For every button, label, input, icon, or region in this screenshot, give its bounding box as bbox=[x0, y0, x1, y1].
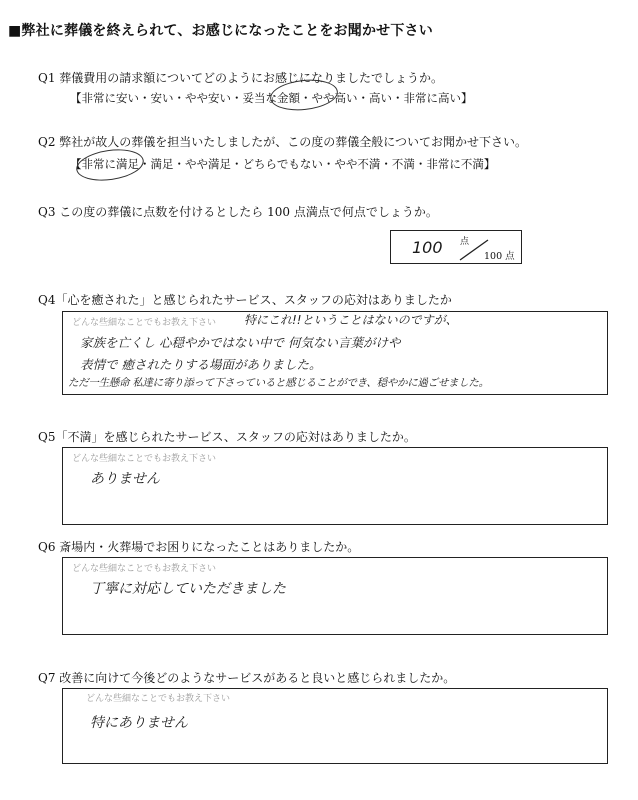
q4-answer-line: 特にこれ!!ということはないのですが、 bbox=[244, 313, 458, 327]
q7-question: Q7 改善に向けて今後どのようなサービスがあると良いと感じられましたか。 bbox=[38, 671, 456, 685]
q7-answer: 特にありません bbox=[90, 715, 188, 731]
q2-options[interactable]: 【非常に満足・満足・やや満足・どちらでもない・やや不満・不満・非常に不満】 bbox=[70, 157, 496, 171]
score-value: 100 bbox=[412, 238, 443, 257]
q4-answer-line: 家族を亡くし 心穏やかではない中で 何気ない言葉がけや bbox=[80, 335, 401, 350]
q4-question: Q4「心を癒された」と感じられたサービス、スタッフの応対はありましたか bbox=[38, 293, 452, 307]
q5-hint: どんな些細なことでもお教え下さい bbox=[72, 454, 217, 464]
q1-options[interactable]: 【非常に安い・安い・やや安い・妥当な金額・やや高い・高い・非常に高い】 bbox=[70, 91, 473, 105]
form-title: ■弊社に葬儀を終えられて、お感じになったことをお聞かせ下さい bbox=[8, 23, 433, 39]
q2-question: Q2 弊社が故人の葬儀を担当いたしましたが、この度の葬儀全般についてお聞かせ下さい。 bbox=[38, 135, 528, 149]
q6-question: Q6 斎場内・火葬場でお困りになったことはありましたか。 bbox=[38, 540, 360, 554]
q4-answer-line: 表情で 癒されたりする場面がありました。 bbox=[80, 357, 322, 372]
score-max: 100 点 bbox=[484, 251, 515, 262]
q4-answer-line: ただ一生懸命 私達に寄り添って下さっていると感じることができ、穏やかに過ごせました。 bbox=[68, 377, 489, 389]
q6-answer: 丁寧に対応していただきました bbox=[90, 581, 286, 597]
q7-hint: どんな些細なことでもお教え下さい bbox=[86, 694, 231, 704]
q2-answer-circle bbox=[74, 145, 146, 184]
q5-question: Q5「不満」を感じられたサービス、スタッフの応対はありましたか。 bbox=[38, 430, 416, 444]
q5-answer: ありません bbox=[90, 471, 160, 487]
q1-question: Q1 葬儀費用の請求額についてどのようにお感じになりましたでしょうか。 bbox=[38, 71, 444, 85]
q3-question: Q3 この度の葬儀に点数を付けるとしたら 100 点満点で何点でしょうか。 bbox=[38, 205, 438, 219]
score-unit: 点 bbox=[460, 237, 470, 247]
q6-hint: どんな些細なことでもお教え下さい bbox=[72, 564, 217, 574]
q4-hint: どんな些細なことでもお教え下さい bbox=[72, 318, 217, 328]
